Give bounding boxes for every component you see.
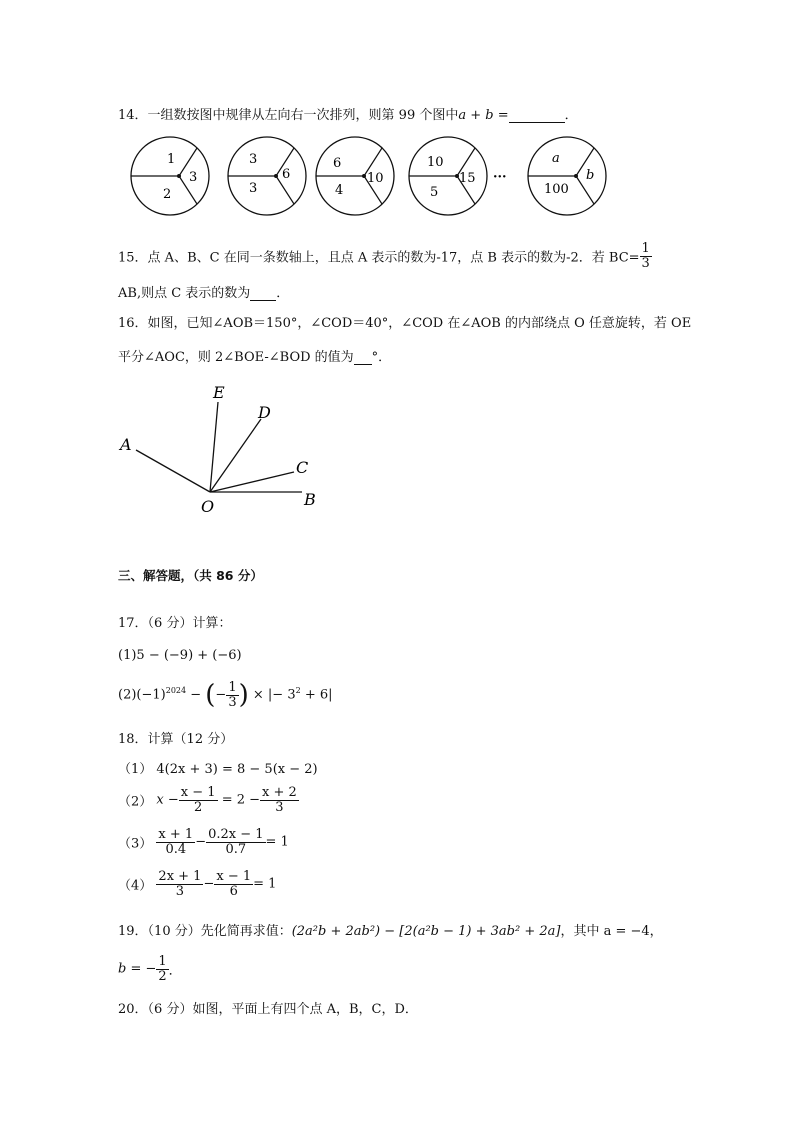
q19-line2: b = − $\frac{1}{2}$ ． bbox=[118, 954, 182, 984]
circle-4-top: 10 bbox=[427, 155, 444, 170]
circle-99-bottom: 100 bbox=[544, 182, 569, 197]
pattern-circle-3 bbox=[316, 137, 394, 215]
pattern-circle-1 bbox=[131, 137, 209, 215]
label-D: D bbox=[258, 403, 271, 422]
q16-line1: 16．如图，已知∠AOB＝150°，∠COD＝40°，∠COD 在∠AOB 的内部绕点 O 任意旋转，若 OE bbox=[118, 316, 692, 331]
circle-2-right: 6 bbox=[282, 167, 291, 182]
q17-part1: (1)5 − (−9) + (−6) bbox=[118, 648, 242, 663]
q14-circles-figure bbox=[130, 134, 620, 222]
circle-4-right: 15 bbox=[459, 171, 476, 186]
q18-part4: （4） $\frac{2x + 1}{3}$ − $\frac{x - 1}{6}$ = 1 bbox=[118, 869, 277, 899]
q17-part2: $(2)(-1)^{2024}$ − (− $\frac{1}{3}$ ) × |− $3^2 + 6|$ bbox=[118, 679, 333, 710]
q18-part1: （1） 4(2x + 3) = 8 − 5(x − 2) bbox=[118, 762, 318, 777]
q18-part2: （2） x − $\frac{x - 1}{2}$ = 2 − $\frac{x + 2}{3}$ bbox=[118, 785, 297, 815]
q17-title: 17．（6 分）计算： bbox=[118, 616, 232, 631]
circle-2-bottom: 3 bbox=[249, 181, 258, 196]
circle-99-right: b bbox=[586, 168, 595, 183]
q15-line1: 15．点 A、B、C 在同一条数轴上，且点 A 表示的数为-17，点 B 表示的数为-2．若 BC= $\frac{1}{3}$ bbox=[118, 241, 650, 271]
q18-part3: （3） $\frac{x + 1}{0.4}$ − $\frac{0.2x - 1}{0.7}$ = 1 bbox=[118, 827, 289, 857]
label-C: C bbox=[296, 458, 309, 477]
label-E: E bbox=[213, 383, 225, 402]
label-A: A bbox=[120, 435, 132, 454]
circle-4-bottom: 5 bbox=[430, 185, 439, 200]
q15-fraction: $\frac{1}{3}$ bbox=[641, 241, 650, 271]
q18-title: 18．计算（12 分） bbox=[118, 732, 234, 747]
ray-OA bbox=[136, 450, 210, 492]
circle-3-bottom: 4 bbox=[335, 183, 344, 198]
circle-1-right: 3 bbox=[189, 170, 198, 185]
circle-3-right: 10 bbox=[367, 171, 384, 186]
q20-text: 20．（6 分）如图，平面上有四个点 A，B，C，D． bbox=[118, 1002, 418, 1017]
ray-OE bbox=[210, 402, 218, 492]
circle-99-top: a bbox=[552, 151, 560, 166]
q19-line1: 19．（10 分）先化简再求值：(2a²b + 2ab²) − [2(a²b − 1) + 3ab² + 2a]，其中 a = −4， bbox=[118, 924, 663, 939]
section-heading: 三、解答题，（共 86 分） bbox=[118, 568, 263, 583]
label-O: O bbox=[201, 497, 215, 516]
ellipsis: ··· bbox=[493, 170, 507, 185]
pattern-circle-2 bbox=[228, 137, 306, 215]
q16-line2: 平分∠AOC，则 2∠BOE-∠BOD 的值为 °． bbox=[118, 350, 392, 365]
pattern-circle-99 bbox=[528, 137, 606, 215]
circle-2-top: 3 bbox=[249, 152, 258, 167]
q15-line2: AB,则点 C 表示的数为 ． bbox=[118, 286, 290, 301]
circle-1-bottom: 2 bbox=[163, 187, 172, 202]
pattern-circle-4 bbox=[409, 137, 487, 215]
angle-figure bbox=[112, 378, 332, 520]
q14-text: 14．一组数按图中规律从左向右一次排列，则第 99 个图中a + b = ． bbox=[118, 108, 578, 123]
label-B: B bbox=[304, 490, 316, 509]
circle-1-top: 1 bbox=[167, 152, 176, 167]
circle-3-top: 6 bbox=[333, 156, 342, 171]
